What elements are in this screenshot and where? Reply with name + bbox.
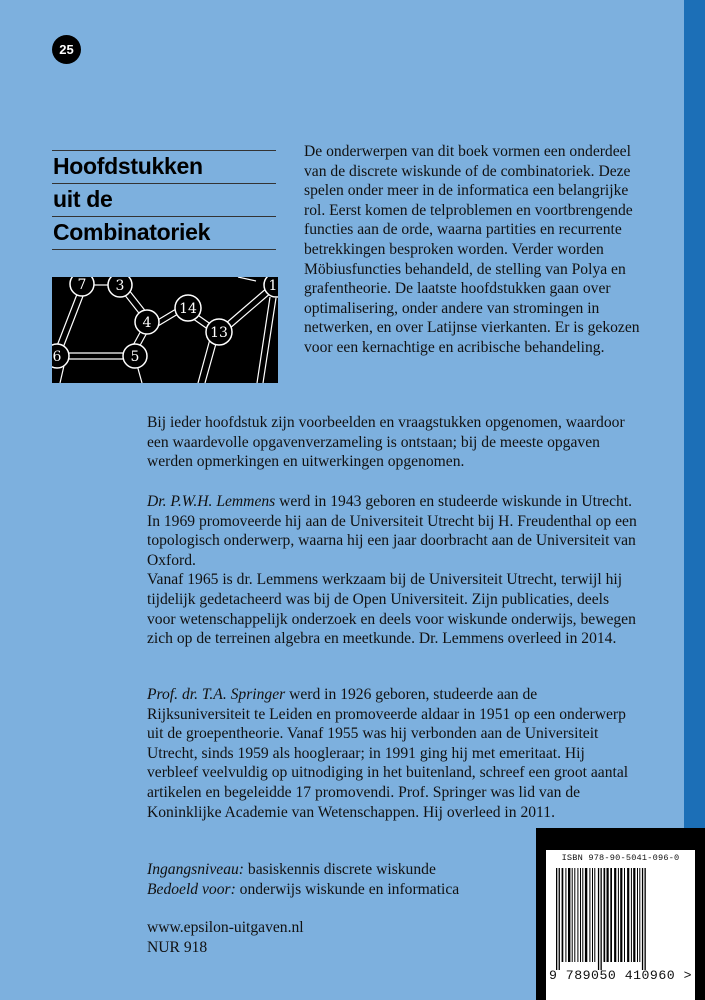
graph-svg [52, 277, 278, 383]
graph-node-label: 13 [210, 325, 228, 341]
author-springer [147, 685, 637, 822]
graph-node-label: 4 [142, 315, 152, 331]
audience-value: onderwijs wiskunde en informatica [235, 880, 460, 898]
isbn-text: ISBN 978-90-5041-096-0 [561, 853, 680, 863]
graph-illustration [52, 277, 278, 383]
title-line-3: Combinatoriek [52, 216, 276, 250]
graph-node-label: 3 [115, 278, 125, 294]
nur-code: NUR 918 [147, 938, 208, 956]
exercises-paragraph: Bij ieder hoofdstuk zijn voorbeelden en vraagstukken opgenomen, waardoor een waardevolle opgavenverzameling is ontstaan; bij de meeste opgaven werden opmerkingen en uitwerkingen opgenomen. [147, 414, 625, 471]
book-title [52, 150, 276, 250]
author-springer-bio [147, 685, 637, 822]
graph-edge-13-1 [225, 287, 272, 329]
author-lemmens [147, 492, 637, 649]
intro-paragraph: De onderwerpen van dit boek vormen een onderdeel van de discrete wiskunde of de combinatoriek. Deze spelen onder meer in de informatica een belangrijke rol. Eerst komen de telproblemen en voortbrengende functies aan de orde, waarna partities en recurrente betrekkingen besproken worden. Verder worden Möbiusfuncties behandeld, de stelling van Polya en grafentheorie. De laatste hoofdstukken gaan over optimalisering, onder andere van stromingen in netwerken, en over Latijnse vierkanten. Er is gekozen voor een kernachtige en acribische behandeling. [304, 143, 640, 356]
graph-edge-13-down [198, 339, 217, 383]
description-intro [304, 142, 644, 358]
title-line-1: Hoofdstukken [52, 150, 276, 183]
author-bio-text: werd in 1943 geboren en studeerde wiskunde in Utrecht. In 1969 promoveerde hij aan de Universiteit Utrecht bij H. Freudenthal op een topologisch onderwerp, waarna hij een jaar doorbracht aan de Universiteit van Oxford. [147, 493, 637, 569]
graph-edge-right [257, 297, 276, 383]
author-name: Prof. dr. T.A. Springer [147, 686, 286, 703]
author-name: Dr. P.W.H. Lemmens [147, 493, 276, 510]
title-line-2: uit de [52, 183, 276, 216]
graph-node-label: 5 [130, 349, 140, 365]
website-link[interactable]: www.epsilon-uitgaven.nl [147, 919, 304, 936]
ean-digits: 9 789050 410960 > [548, 968, 693, 983]
graph-node-label: 7 [77, 277, 87, 293]
level-label: Ingangsniveau: [147, 861, 245, 878]
audience-label: Bedoeld voor: [147, 880, 236, 898]
author-bio-text: werd in 1926 geboren, studeerde aan de Rijksuniversiteit te Leiden en promoveerde aldaar in 1951 op een onderwerp uit de groepentheorie. Vanaf 1955 was hij verbonden aan de Universiteit Utrecht, sinds 1959 als hoogleraar; in 1991 ging hij met emeritaat. Hij verbleef veelvuldig op uitnodiging in het buitenland, schreef een groot aantal artikelen en begeleidde 17 promovendi. Prof. Springer was lid van de Koninklijke Academie van Wetenschappen. Hij overleed in 2011. [147, 686, 629, 821]
description-exercises [147, 413, 637, 472]
graph-edge-top [238, 277, 256, 281]
graph-node-label: 14 [179, 301, 197, 317]
graph-node-label: 6 [52, 349, 62, 365]
author-lemmens-bio [147, 492, 637, 570]
barcode-label [546, 850, 695, 1000]
barcode-area [536, 828, 705, 1000]
graph-edge-7-6 [55, 289, 85, 353]
series-number-badge: 25 [52, 35, 81, 64]
author-lemmens-bio-2: Vanaf 1965 is dr. Lemmens werkzaam bij de Universiteit Utrecht, terwijl hij tijdelijk gedetacheerd was bij de Open Universiteit. Zijn publicaties, deels voor wetenschappelijk onderzoek en deels voor wiskunde onderwijs, bewegen zich op de terreinen algebra en meetkunde. Dr. Lemmens overleed in 2014. [147, 571, 636, 648]
graph-node-label: 1 [268, 278, 278, 294]
level-value: basiskennis discrete wiskunde [244, 861, 436, 878]
